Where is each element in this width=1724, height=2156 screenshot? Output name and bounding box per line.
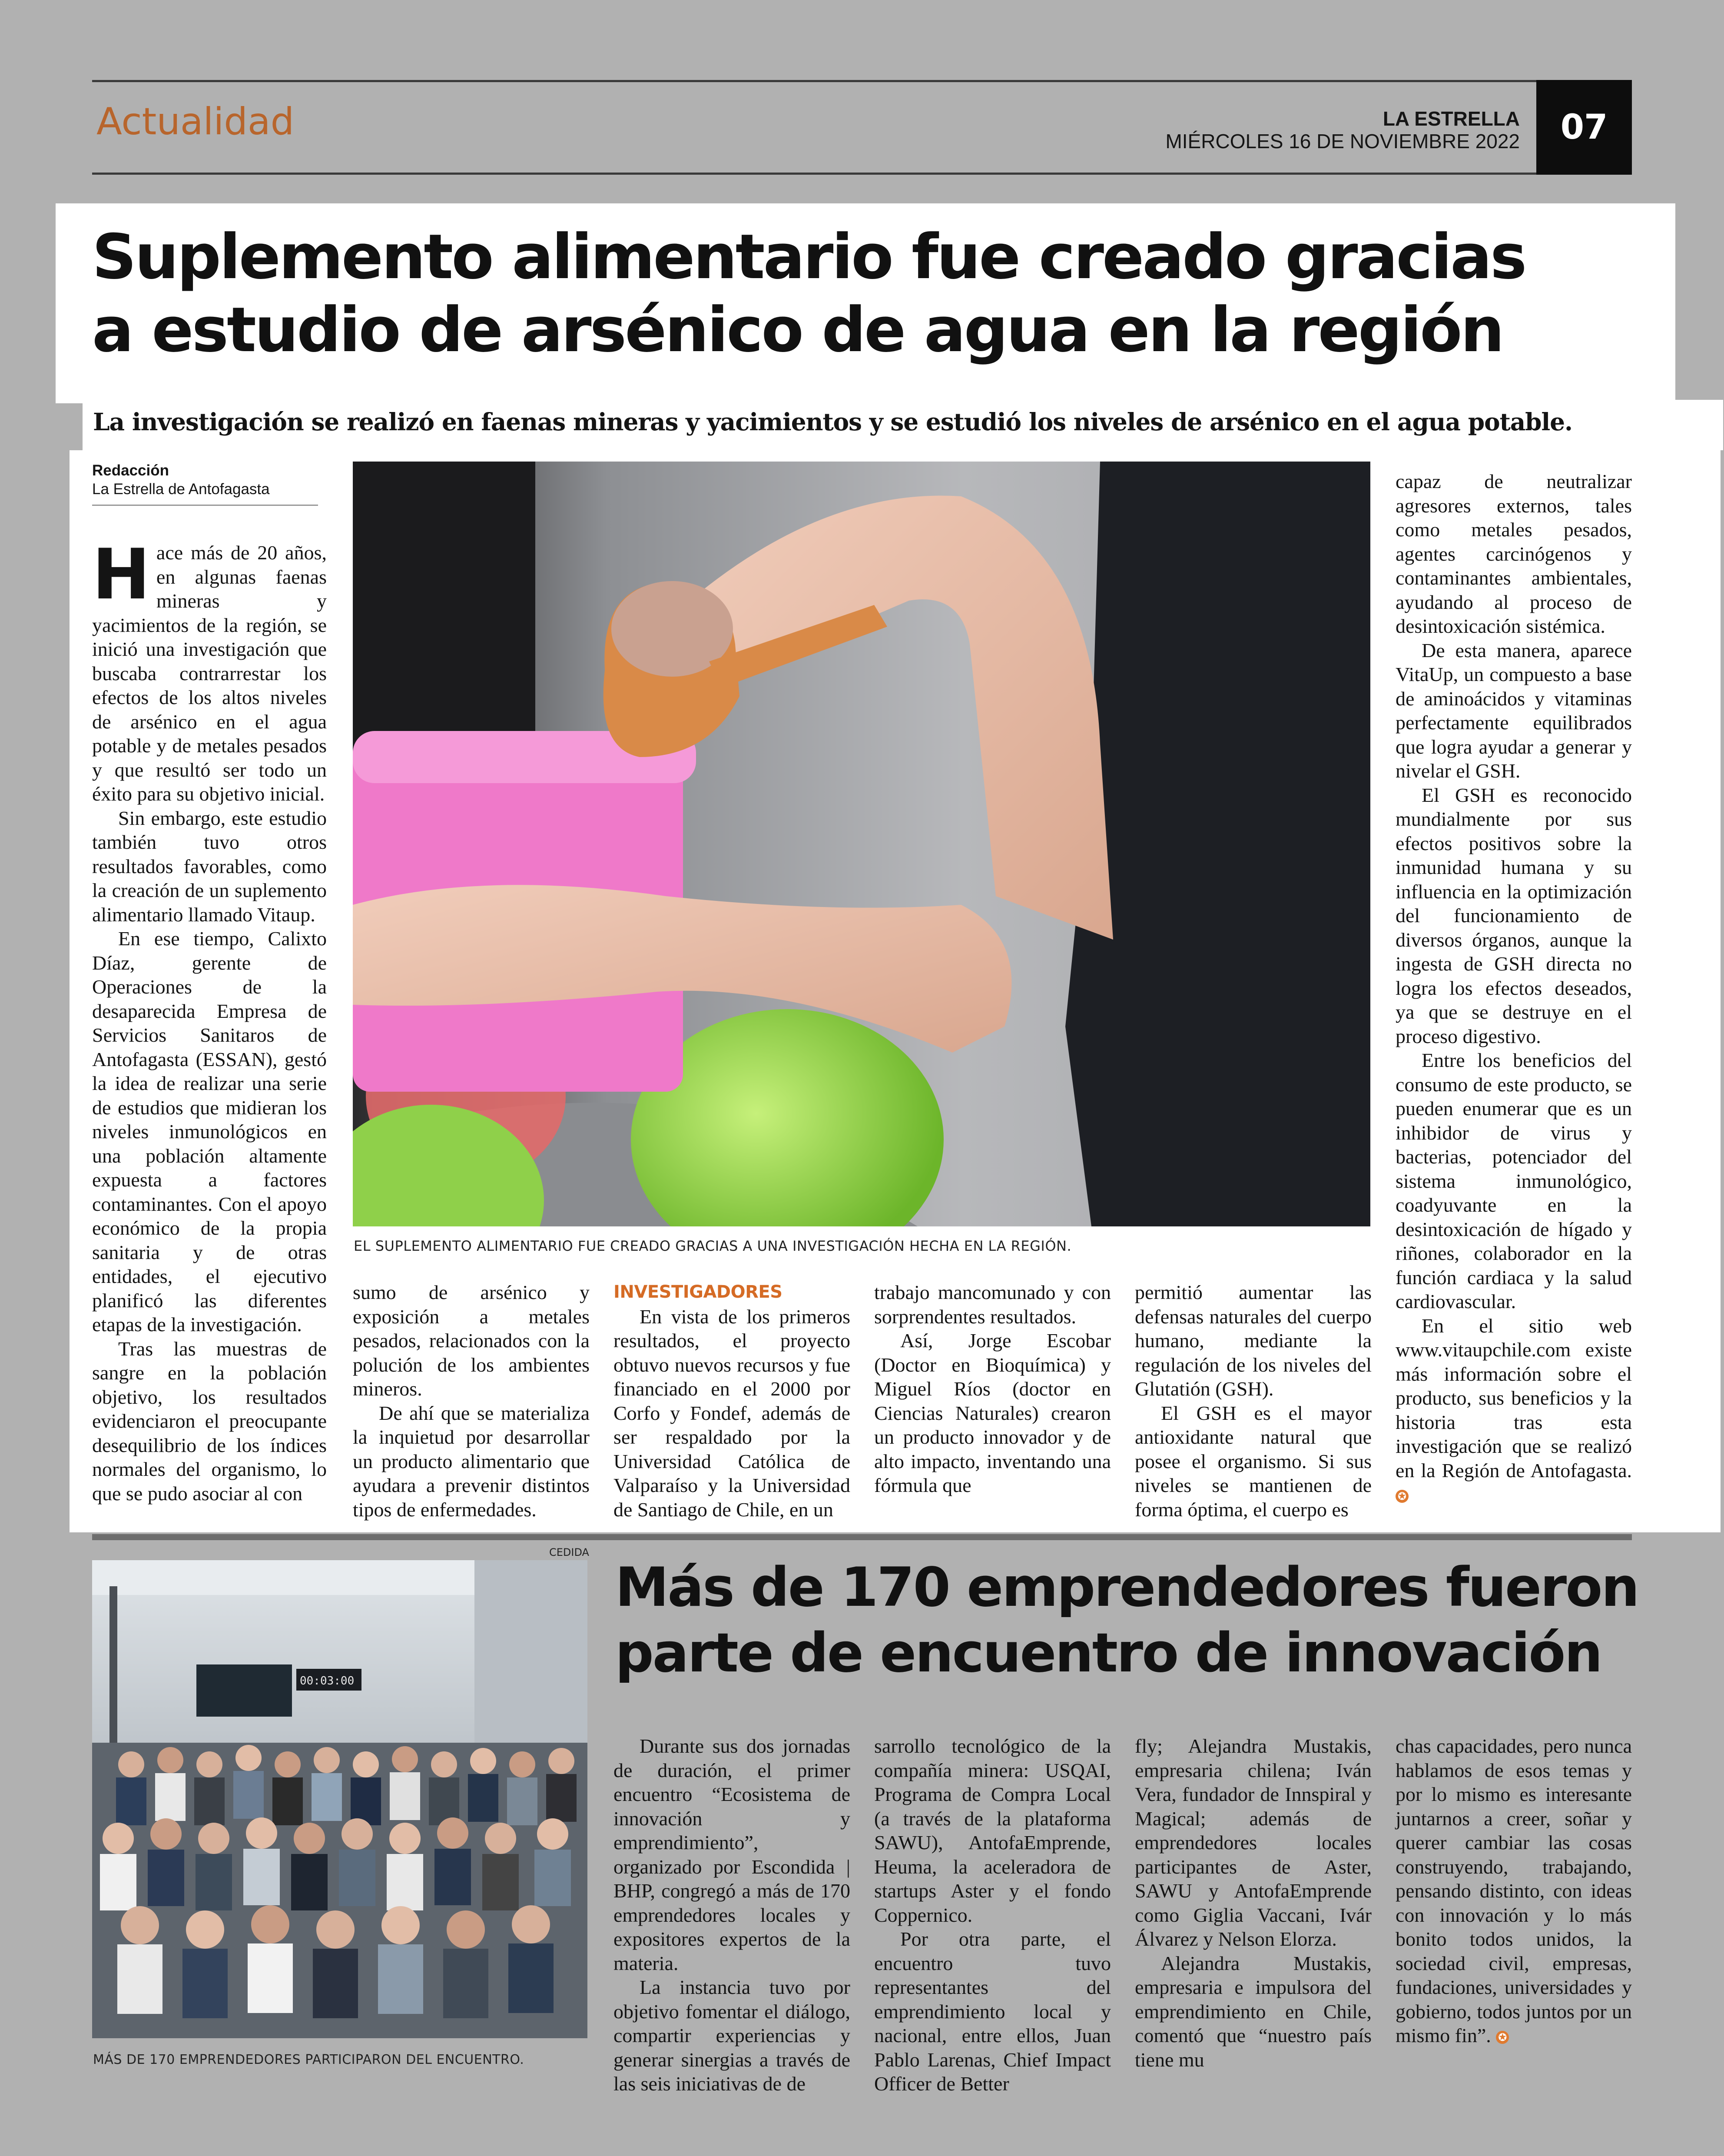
paragraph: permitió aumentar las defensas naturales del cuerpo humano, mediante la regulación de los niveles del Glutatión (GSH). — [1135, 1281, 1372, 1400]
paragraph — [1396, 1314, 1632, 1507]
paragraph: Por otra parte, el encuentro tuvo representantes del emprendimiento local y nacional, entre ellos, Juan Pablo Larenas, Chief Impact Officer de Better — [874, 1928, 1111, 2095]
page-number: 07 — [1536, 80, 1632, 175]
paragraph: fly; Alejandra Mustakis, empresaria chilena; Iván Vera, fundador de Innspiral y Magical; además de emprendedores locales participantes de Aster, SAWU y AntofaEmprende como Giglia Vaccani, Ivár Álvarez y Nelson Elorza. — [1135, 1735, 1372, 1950]
drop-cap: H — [92, 534, 150, 615]
paragraph: Así, Jorge Escobar (Doctor en Bioquímica) y Miguel Ríos (doctor en Ciencias Naturales) crearon un producto innovador y de alto impacto, inventando una fórmula que — [874, 1329, 1111, 1496]
article1-column-1 — [92, 534, 327, 1505]
supplement-photo-caption: EL SUPLEMENTO ALIMENTARIO FUE CREADO GRACIAS A UNA INVESTIGACIÓN HECHA EN LA REGIÓN. — [354, 1238, 1072, 1254]
headline-line-2: parte de encuentro de innovación — [615, 1622, 1601, 1685]
paragraph: capaz de neutralizar agresores externos, tales como metales pesados, agentes carcinógenos y contaminantes ambientales, ayudando al proceso de desintoxicación sistémica. — [1396, 470, 1632, 637]
section-name: Actualidad — [96, 100, 295, 143]
paragraph: Sin embargo, este estudio también tuvo otros resultados favorables, como la creación de un suplemento alimentario llamado Vitaup. — [92, 807, 327, 926]
article1-column-6 — [1396, 469, 1632, 1507]
article2-column-4 — [1396, 1734, 1632, 2048]
end-mark-icon: ✪ — [1396, 1490, 1409, 1503]
article-divider — [92, 1534, 1632, 1540]
group-photo-illustration — [92, 1560, 587, 2038]
paragraph: Entre los beneficios del consumo de este producto, se pueden enumerar que es un inhibidor de virus y bacterias, potenciador del sistema inmunológico, coadyuvante en la desintoxicación de hígado y riñones, colaborador en la función cardiaca y la salud cardiovascular. — [1396, 1049, 1632, 1312]
paragraph: En ese tiempo, Calixto Díaz, gerente de Operaciones de la desaparecida Empresa de Servicios Sanitaros de Antofagasta (ESSAN), gestó la idea de realizar una serie de estudios que midieran los niveles inmunológicos en una población altamente expuesta a factores contaminantes. Con el apoyo económico de la propia sanitaria y de otras entidades, el ejecutivo planificó las diferentes etapas de la investigación. — [92, 927, 327, 1335]
group-photo-caption: MÁS DE 170 EMPRENDEDORES PARTICIPARON DEL ENCUENTRO. — [93, 2052, 524, 2067]
article1-column-3 — [613, 1280, 850, 1521]
header-bottom-rule — [92, 173, 1632, 175]
paragraph: trabajo mancomunado y con sorprendentes resultados. — [874, 1281, 1111, 1328]
paragraph-text: ace más de 20 años, en algunas faenas mineras y yacimientos de la región, se inició una investigación que buscaba contrarrestar los efectos de los altos niveles de arsénico en el agua potable y de metales pesados y que resultó ser todo un éxito para su objetivo inicial. — [92, 541, 327, 805]
article1-column-2 — [353, 1280, 590, 1521]
paragraph: De ahí que se materializa la inquietud por desarrollar un producto alimentario que ayudara a prevenir distintos tipos de enfermedades. — [353, 1402, 590, 1521]
article2-column-2 — [874, 1734, 1111, 2096]
header-top-rule — [92, 80, 1632, 82]
entrepreneurs-group-photo — [92, 1560, 587, 2038]
article1-subhead: La investigación se realizó en faenas mineras y yacimientos y se estudió los niveles de arsénico en el agua potable. — [93, 408, 1572, 436]
screen-timer: 00:03:00 — [300, 1674, 355, 1688]
paragraph: En vista de los primeros resultados, el proyecto obtuvo nuevos recursos y fue financiado en el 2000 por Corfo y Fondef, además de ser respaldado por la Universidad Católica de Valparaíso y la Universidad de Santiago de Chile, en un — [613, 1305, 850, 1521]
byline — [92, 462, 318, 506]
kicker-investigadores: INVESTIGADORES — [613, 1282, 782, 1302]
paragraph: El GSH es el mayor antioxidante natural que posee el organismo. Si sus niveles se mantienen de forma óptima, el cuerpo es — [1135, 1402, 1372, 1521]
paragraph: sarrollo tecnológico de la compañía minera: USQAI, Programa de Compra Local (a través de la plataforma SAWU), AntofaEmprende, Heuma, la aceleradora de startups Aster y el fondo Coppernico. — [874, 1735, 1111, 1926]
paragraph-text: En el sitio web www.vitaupchile.com existe más información sobre el producto, sus beneficios y la historia tras esta investigación que se realizó en la Región de Antofagasta. — [1396, 1314, 1632, 1482]
paragraph-text: chas capacidades, pero nunca hablamos de esos temas y por lo mismo es interesante juntarnos a creer, soñar y querer cambiar las cosas construyendo, trabajando, pensando distinto, con ideas con innovación y lo más bonito todos unidos, la sociedad civil, empresas, fundaciones, universidades y gobierno, todos juntos por un mismo fin”. — [1396, 1735, 1632, 2046]
supplement-photo-illustration — [353, 462, 1370, 1226]
paragraph: Durante sus dos jornadas de duración, el primer encuentro “Ecosistema de innovación y emprendimiento”, organizado por Escondida | BHP, congregó a más de 170 emprendedores locales y expositores expertos de la materia. — [613, 1735, 850, 1974]
article1-column-5 — [1135, 1280, 1372, 1521]
article2-column-1 — [613, 1734, 850, 2096]
paragraph: La instancia tuvo por objetivo fomentar el diálogo, compartir experiencias y generar sinergias a través de las seis iniciativas de de — [613, 1976, 850, 2095]
paragraph — [1396, 1734, 1632, 2048]
headline-line-1: Más de 170 emprendedores fueron — [615, 1556, 1638, 1619]
article2-column-3 — [1135, 1734, 1372, 2072]
article1-headline — [92, 221, 1525, 366]
end-mark-icon: ✪ — [1496, 2031, 1509, 2044]
paragraph — [92, 534, 327, 806]
headline-line-2: a estudio de arsénico de agua en la región — [92, 294, 1503, 366]
newspaper-name: LA ESTRELLA — [1383, 107, 1520, 130]
byline-outlet: La Estrella de Antofagasta — [92, 480, 270, 498]
headline-line-1: Suplemento alimentario fue creado gracias — [92, 221, 1525, 293]
paragraph: Tras las muestras de sangre en la población objetivo, los resultados evidenciaron el preocupante desequilibrio de los índices normales del organismo, lo que se pudo asociar al con — [92, 1337, 327, 1505]
article2-headline — [615, 1555, 1638, 1687]
paragraph: Alejandra Mustakis, empresaria e impulsora del emprendimiento en Chile, comentó que “nuestro país tiene mu — [1135, 1952, 1372, 2071]
paragraph: El GSH es reconocido mundialmente por sus efectos positivos sobre la inmunidad humana y su influencia en la optimización del funcionamiento de diversos órganos, aunque la ingesta de GSH directa no logra los efectos deseados, ya que se destruye en el proceso digestivo. — [1396, 784, 1632, 1047]
byline-author: Redacción — [92, 462, 169, 479]
article1-column-4 — [874, 1280, 1111, 1498]
paragraph: De esta manera, aparece VitaUp, un compuesto a base de aminoácidos y vitaminas perfectamente equilibrados que logra ayudar a generar y nivelar el GSH. — [1396, 639, 1632, 782]
photo-credit: CEDIDA — [549, 1546, 589, 1558]
supplement-photo — [353, 462, 1370, 1226]
paragraph: sumo de arsénico y exposición a metales pesados, relacionados con la polución de los ambientes mineros. — [353, 1281, 590, 1400]
issue-date: MIÉRCOLES 16 DE NOVIEMBRE 2022 — [1165, 130, 1520, 153]
